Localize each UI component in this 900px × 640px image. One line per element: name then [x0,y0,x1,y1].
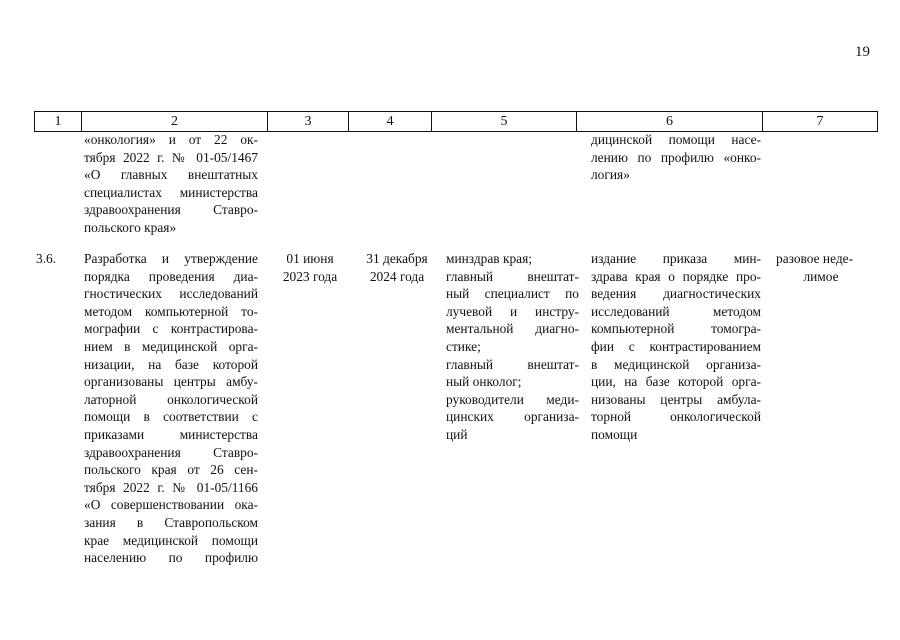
text-line: цинских организа- [446,409,579,425]
text-line: дицинской помощи насе- [591,132,761,147]
header-col-7: 7 [816,113,824,129]
text-line: организованы центры амбу- [84,374,258,390]
text-line: мографии с контрастирова- [84,321,258,337]
text-line: гностических исследований [84,286,258,302]
text-line: тября 2022 г. № 01-05/1467 [84,149,258,165]
table-header-row [34,111,878,132]
header-col-2: 2 [82,112,268,131]
header-col-4: 4 [349,112,432,131]
text-line: главный внештат- [446,356,579,372]
text-line: компьютерной томогра- [591,321,761,337]
row-col3-start-date [270,250,350,285]
text-line: Разработка и утверждение [84,251,258,266]
text-line: тября 2022 г. № 01-05/1166 [84,479,258,495]
text-line: нием в медицинской орга- [84,338,258,354]
text-line: руководители меди- [446,391,579,407]
text-line: ции, на базе которой орга- [591,374,761,390]
row-number-text: 3.6. [36,251,57,266]
text-line: «О совершенствовании ока- [84,497,258,513]
text-line: крае медицинской помощи [84,532,258,548]
row-col7-type [776,250,866,285]
text-line: лучевой и инстру- [446,303,579,319]
text-line: польского края от 26 сен- [84,462,258,478]
text-line: 2023 года [282,268,338,284]
header-col-6: 6 [577,112,763,131]
text-line: ный специалист по [446,286,579,302]
text-line: торной онкологической [591,409,761,425]
row-col4-end-date [354,250,440,285]
text-line: главный внештат- [446,268,579,284]
text-line: здравоохранения Ставро- [84,202,258,218]
text-line: методом компьютерной то- [84,303,258,319]
text-line: ментальной диагно- [446,321,579,337]
text-line: 2024 года [369,268,425,284]
row-number [36,250,76,268]
text-line: низации, на базе которой [84,356,258,372]
text-line: специалистах министерства [84,184,258,200]
row-col6-result [591,250,761,444]
text-line: ведения диагностических [591,286,761,302]
text-line: лению по профилю «онко- [591,149,761,165]
text-line: издание приказа мин- [591,251,761,266]
text-line: 31 декабря [366,251,428,266]
continuation-col6 [591,131,761,184]
text-line: логия» [591,167,630,183]
header-col-5: 5 [432,112,577,131]
text-line: минздрав края; [446,251,532,266]
text-line: стике; [446,338,481,354]
row-col5-responsible [446,250,579,444]
text-line: лимое [803,268,839,284]
text-line: фии с контрастированием [591,338,761,354]
text-line: 01 июня [286,251,334,266]
text-line: здрава края о порядке про- [591,268,761,284]
text-line: исследований методом [591,303,761,319]
continuation-col2 [84,131,258,237]
text-line: в медицинской организа- [591,356,761,372]
page-number: 19 [855,44,870,60]
header-col-1: 1 [35,112,82,131]
text-line: низованы центры амбула- [591,391,761,407]
text-line: ный онколог; [446,374,522,390]
text-line: приказами министерства [84,426,258,442]
text-line: «О главных внештатных [84,167,258,183]
text-line: населению по профилю [84,550,258,566]
text-line: зания в Ставропольском [84,514,258,530]
header-col-3: 3 [268,112,349,131]
text-line: разовое неде- [776,251,854,266]
text-line: помощи [591,426,638,442]
text-line: ций [446,426,468,442]
row-col2-description [84,250,258,567]
text-line: «онкология» и от 22 ок- [84,132,258,147]
text-line: здравоохранения Ставро- [84,444,258,460]
text-line: латорной онкологической [84,391,258,407]
text-line: помощи в соответствии с [84,409,258,425]
text-line: польского края» [84,219,177,235]
text-line: порядка проведения диа- [84,268,258,284]
